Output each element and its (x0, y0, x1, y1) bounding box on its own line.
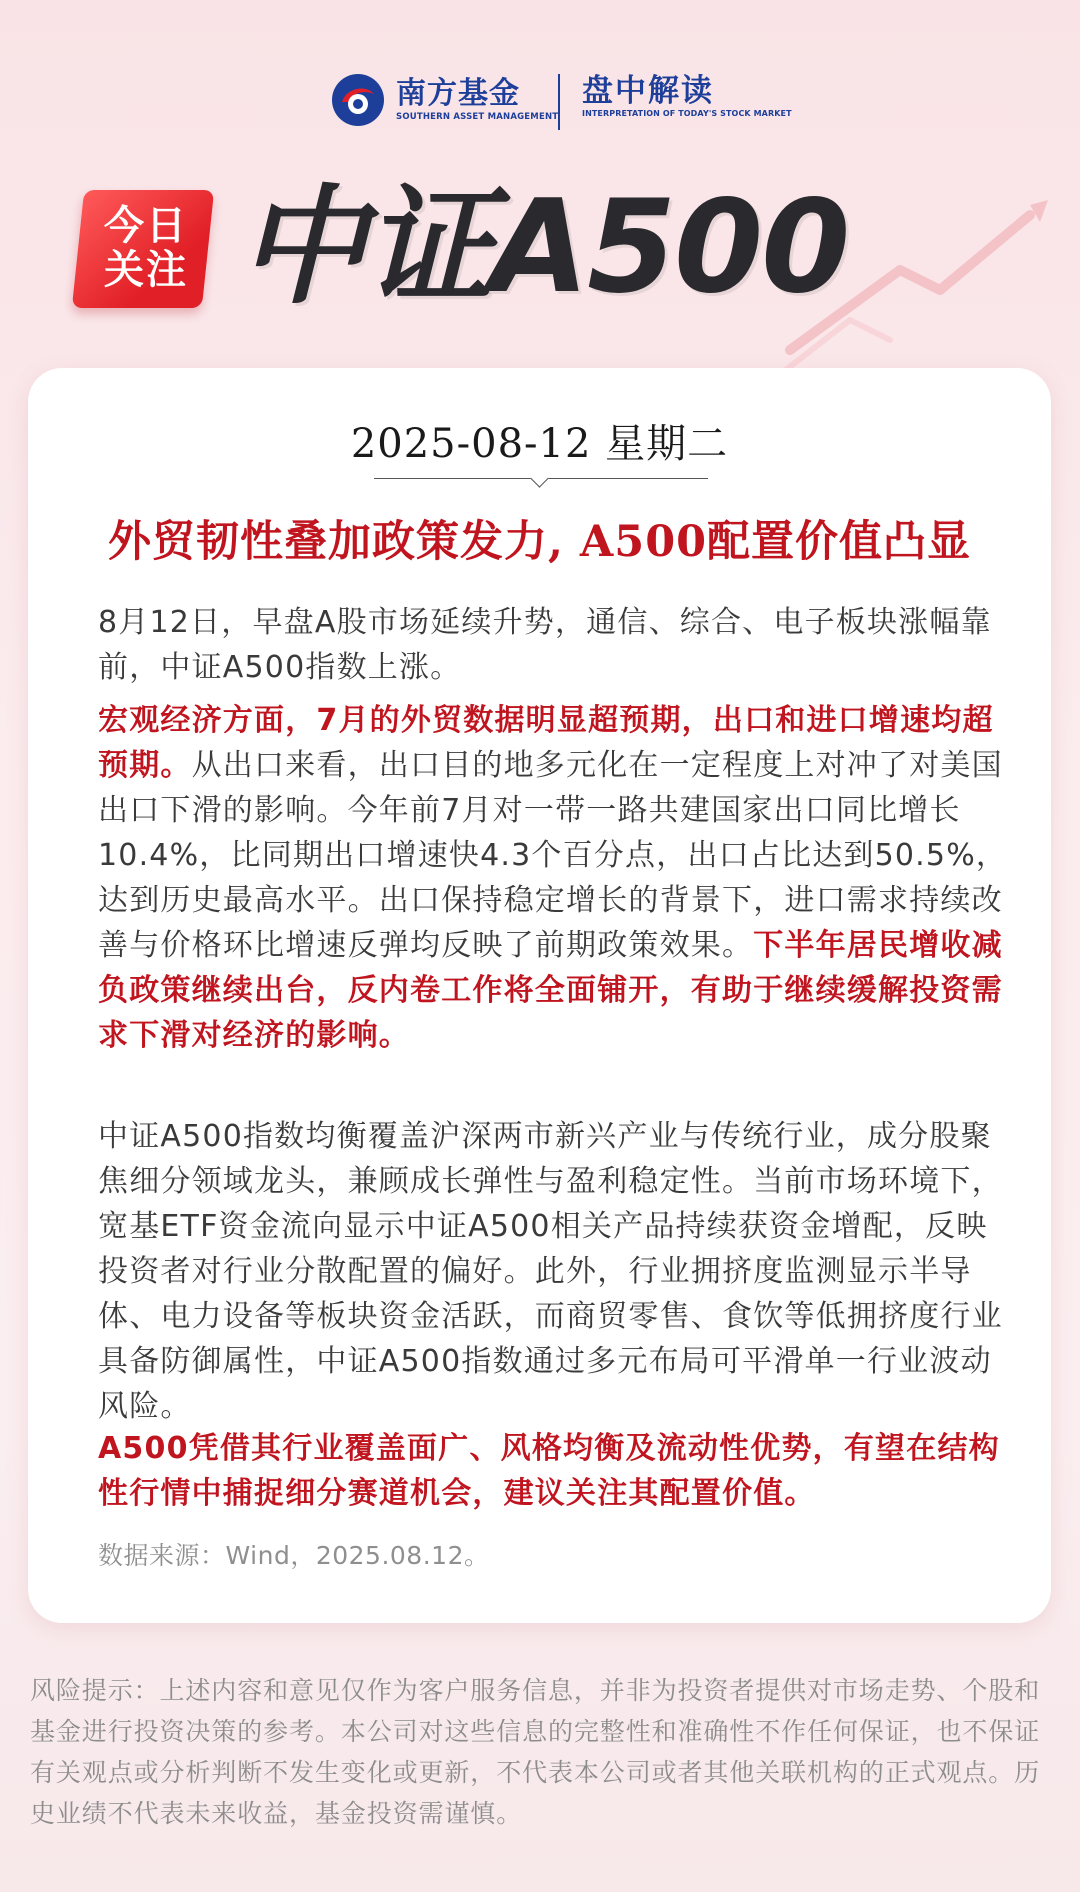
date-divider-notch (530, 469, 548, 487)
tag-line-2: 关注 (104, 247, 188, 293)
risk-disclaimer: 风险提示：上述内容和意见仅作为客户服务信息，并非为投资者提供对市场走势、个股和基金进行投资决策的参考。本公司对这些信息的完整性和准确性不作任何保证，也不保证有关观点或分析判断不发生变化或更新，不代表本公司或者其他关联机构的正式观点。历史业绩不代表未来收益，基金投资需谨慎。 (30, 1676, 1041, 1828)
paragraph-1: 8月12日，早盘A股市场延续升势，通信、综合、电子板块涨幅靠前，中证A500指数上涨。 (98, 605, 992, 685)
paragraph-2-text: 从出口来看，出口目的地多元化在一定程度上对冲了对美国出口下滑的影响。今年前7月对一带一路共建国家出口同比增长10.4%，比同期出口增速快4.3个百分点，出口占比达到50.5%，达到历史最高水平。出口保持稳定增长的背景下，进口需求持续改善与价格环比增速反弹均反映了前期政策效果。 (98, 748, 1008, 963)
southern-fund-logo-icon (330, 72, 386, 128)
column-logo (582, 74, 792, 120)
article-headline: 外贸韧性叠加政策发力, A500配置价值凸显 (107, 517, 972, 567)
data-source: 数据来源：Wind，2025.08.12。 (98, 1541, 490, 1570)
paragraph-2-highlight: 宏观经济方面，7月的外贸数据明显超预期，出口和进口增速均超预期。 (98, 703, 994, 783)
company-name-en: SOUTHERN ASSET MANAGEMENT (396, 112, 559, 122)
logo-divider (558, 74, 560, 130)
paragraph-4-conclusion: A500凭借其行业覆盖面广、风格均衡及流动性优势，有望在结构性行情中捕捉细分赛道机会，建议关注其配置价值。 (98, 1431, 1000, 1511)
paragraph-2 (98, 698, 1018, 1058)
column-name-en: INTERPRETATION OF TODAY'S STOCK MARKET (582, 109, 792, 118)
company-logo (330, 72, 558, 128)
column-name-cn: 盘中解读 (582, 73, 714, 109)
content-card (28, 368, 1051, 1623)
date-label: 2025-08-12 星期二 (350, 421, 729, 467)
today-focus-tag-text (90, 204, 202, 292)
paragraph-3: 中证A500指数均衡覆盖沪深两市新兴产业与传统行业，成分股聚焦细分领域龙头，兼顾成长弹性与盈利稳定性。当前市场环境下，宽基ETF资金流向显示中证A500相关产品持续获资金增配，反映投资者对行业分散配置的偏好。此外，行业拥挤度监测显示半导体、电力设备等板块资金活跃，而商贸零售、食饮等低拥挤度行业具备防御属性，中证A500指数通过多元布局可平滑单一行业波动风险。 (98, 1119, 1003, 1424)
title-banner (78, 173, 1008, 322)
brand-header (0, 70, 1080, 136)
tag-line-1: 今日 (104, 203, 188, 249)
company-name-cn: 南方基金 (396, 76, 520, 111)
page-title: 中证A500 (238, 173, 849, 322)
paragraph-2-highlight-2: 下半年居民增收减负政策继续出台，反内卷工作将全面铺开，有助于继续缓解投资需求下滑对经济的影响。 (98, 928, 1003, 1053)
